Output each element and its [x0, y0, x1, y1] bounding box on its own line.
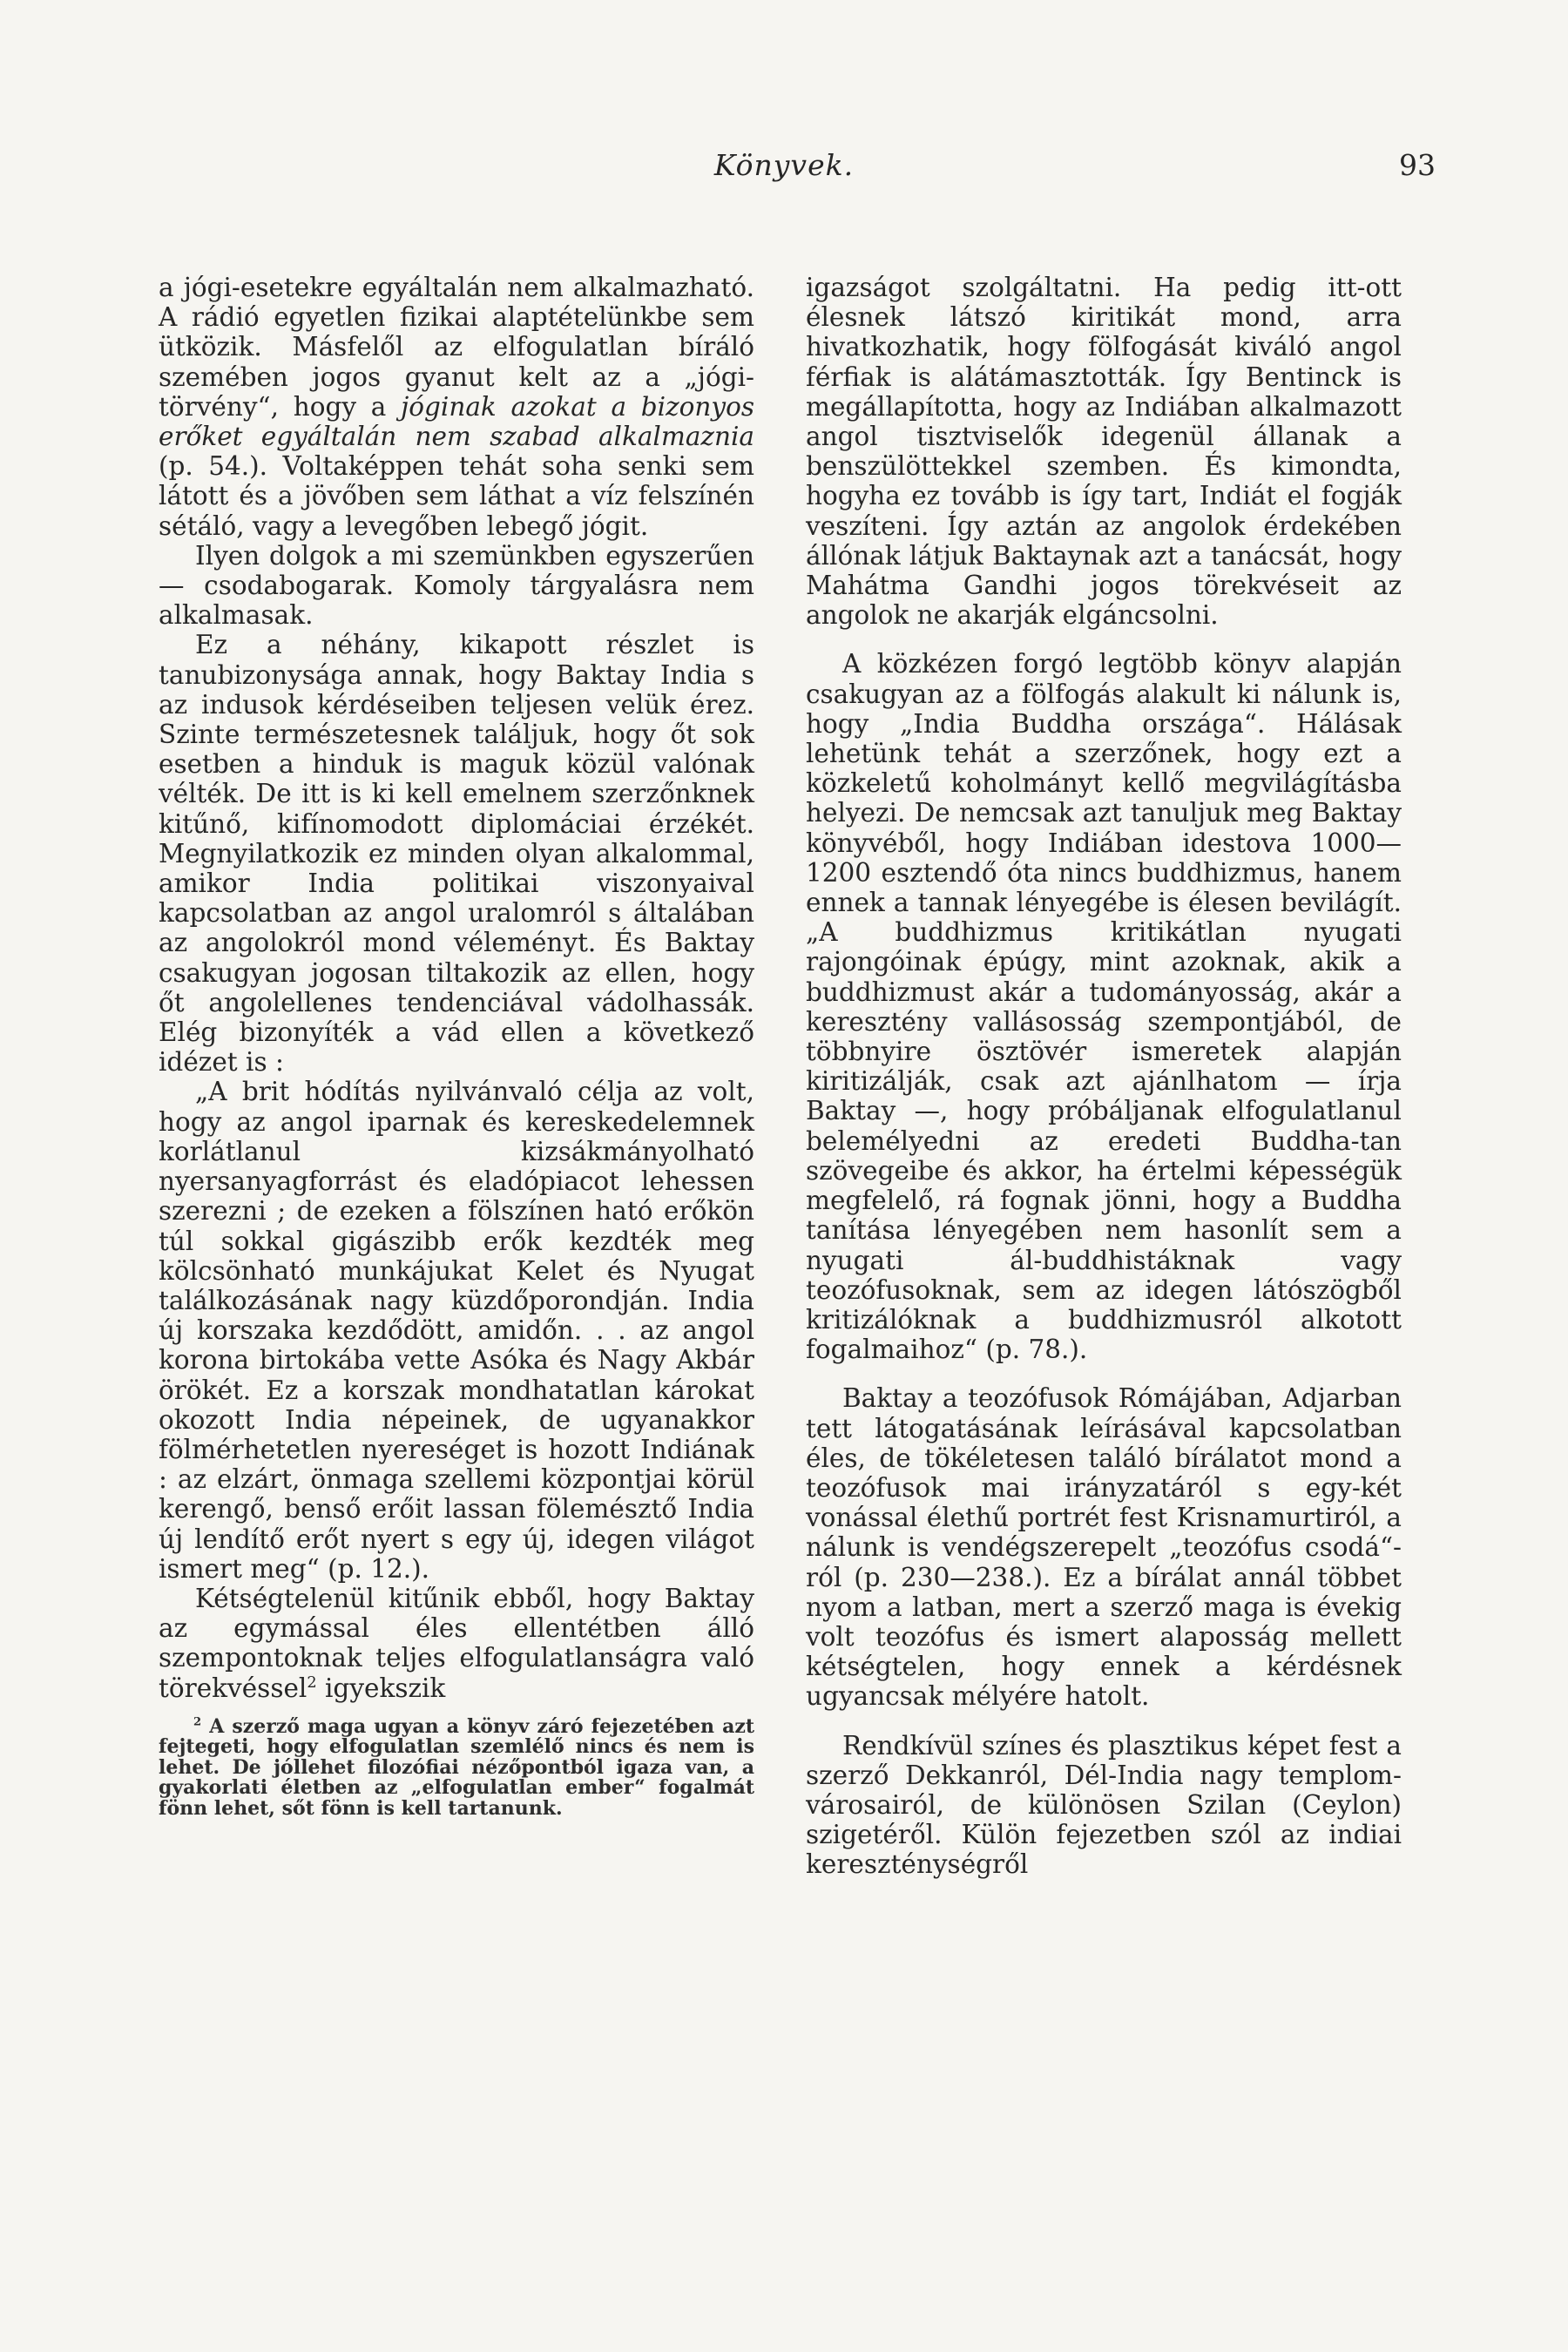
- footnote-reference: 2: [307, 1673, 317, 1692]
- paragraph: [159, 1584, 754, 1703]
- paragraph: Ilyen dolgok a mi szemünkben egyszerűen — csodabogarak. Komoly tárgyalásra nem alkalmasak.: [159, 540, 754, 631]
- page-number: 93: [1399, 148, 1436, 182]
- left-column: [159, 273, 754, 1819]
- quotation-paragraph: „A brit hódítás nyilvánvaló célja az volt, hogy az angol iparnak és kereskedelemnek korlátlanul kizsákmányolható nyersanyagforrást és eladópiacot lehessen szerezni ; de ezeken a fölszínen ható erőkön túl sokkal gigászibb erők kezdték meg kölcsönható munkájukat Kelet és Nyugat találkozásának nagy küzdőporondján. India új korszaka kezdődött, amidőn. . . az angol korona birtokába vette Asóka és Nagy Akbár örökét. Ez a korszak mondhatatlan károkat okozott India népeinek, de ugyanakkor fölmérhetetlen nyereséget is hozott Indiának : az elzárt, önmaga szellemi központjai körül kerengő, benső erőit lassan fölemésztő India új lendítő erőt nyert s egy új, idegen világot ismert meg“ (p. 12.).: [159, 1077, 754, 1584]
- paragraph-text: (p. 54.). Voltaképpen tehát soha senki sem látott és a jövőben sem láthat a víz felszínén sétáló, vagy a levegőben lebegő jógit.: [159, 451, 754, 541]
- paragraph: Ez a néhány, kikapott részlet is tanubizonysága annak, hogy Baktay India s az indusok kérdéseiben teljesen velük érez. Szinte természetesnek találjuk, hogy őt sok esetben a hinduk is maguk közül valónak vélték. De itt is ki kell emelnem szerzőnknek kitűnő, kifínomodott diplomáciai érzékét. Megnyilatkozik ez minden olyan alkalommal, amikor India politikai viszonyaival kapcsolatban az angol uralomról s általában az angolokról mond véleményt. És Baktay csakugyan jogosan tiltakozik az ellen, hogy őt angolellenes tendenciával vádolhassák. Elég bizonyíték a vád ellen a következő idézet is :: [159, 630, 754, 1078]
- paragraph: A közkézen forgó legtöbb könyv alapján csakugyan az a fölfogás alakult ki nálunk is, hogy „India Buddha országa“. Hálásak lehetünk tehát a szerzőnek, hogy ezt a közkeletű koholmányt kellő megvilágításba helyezi. De nemcsak azt tanuljuk meg Baktay könyvéből, hogy Indiában idestova 1000—1200 esztendő óta nincs buddhizmus, hanem ennek a tannak lényegébe is élesen bevilágít. „A buddhizmus kritikátlan nyugati rajongóinak épúgy, mint azoknak, akik a buddhizmust akár a tudományosság, akár a keresztény vallásosság szempontjából, de többnyire ösztövér ismeretek alapján kiritizálják, csak azt ajánlhatom — írja Baktay —, hogy próbáljanak elfogulatlanul belemélyedni az eredeti Buddha-tan szövegeibe és akkor, ha értelmi képességük megfelelő, rá fognak jönni, hogy a Buddha tanítása lényegében nem hasonlít sem a nyugati ál-buddhistáknak vagy teozófusoknak, sem az idegen látószögből kritizálóknak a buddhizmusról alkotott fogalmaihoz“ (p. 78.).: [806, 649, 1402, 1365]
- footnote-text: A szerző maga ugyan a könyv záró fejezetében azt fejtegeti, hogy elfogulatlan szemlélő nincs és nem is lehet. De jóllehet filozófiai nézőpontból igaza van, a gyakorlati életben az „elfogulatlan ember“ fogalmát fönn lehet, sőt fönn is kell tartanunk.: [159, 1714, 754, 1820]
- paragraph-text: igyekszik: [316, 1673, 446, 1703]
- right-column: [806, 273, 1402, 1880]
- footnote-marker: 2: [193, 1715, 202, 1729]
- paragraph: igazságot szolgáltatni. Ha pedig itt-ott élesnek látszó kiritikát mond, arra hivatkozhatik, hogy fölfogását kiváló angol férfiak is alátámasztották. Így Bentinck is megállapította, hogy az Indiában alkalmazott angol tisztviselők idegenül állanak a benszülöttekkel szemben. És kimondta, hogyha ez tovább is így tart, Indiát el fogják veszíteni. Így aztán az angolok érdekében állónak látjuk Baktaynak azt a tanácsát, hogy Mahátma Gandhi jogos törekvéseit az angolok ne akarják elgáncsolni.: [806, 273, 1402, 631]
- italic-quote: jóginak azokat a bizonyos erőket egyáltalán nem szabad alkalmaznia: [159, 391, 754, 452]
- running-header-title: Könyvek.: [713, 148, 855, 182]
- paragraph: Rendkívül színes és plasztikus képet fest a szerző Dekkanról, Dél-India nagy templom-városairól, de különösen Szilan (Ceylon) szigetéről. Külön fejezetben szól az indiai kereszténységről: [806, 1730, 1402, 1880]
- footnote: [159, 1714, 754, 1820]
- paragraph-text: a jógi-esetekre egyáltalán nem alkalmazható. A rádió egyetlen fizikai alaptételünkbe sem ütközik. Másfelől az elfogulatlan bíráló szemében jogos gyanut kelt az a „jógi-törvény“, hogy a: [159, 273, 754, 422]
- paragraph: Baktay a teozófusok Rómájában, Adjarban tett látogatásának leírásával kapcsolatban éles, de tökéletesen találó bírálatot mond a teozófusok mai irányzatáról s egy-két vonással élethű portrét fest Krisnamurtiról, a nálunk is vendégszerepelt „teozófus csodá“-ról (p. 230—238.). Ez a bírálat annál többet nyom a latban, mert a szerző maga is évekig volt teozófus és ismert alaposság mellett kétségtelen, hogy ennek a kérdésnek ugyancsak mélyére hatolt.: [806, 1383, 1402, 1712]
- paragraph-text: Kétségtelenül kitűnik ebből, hogy Baktay az egymással éles ellentétben álló szempontoknak teljes elfogulatlanságra való törekvéssel: [159, 1583, 754, 1703]
- paragraph: [159, 273, 754, 541]
